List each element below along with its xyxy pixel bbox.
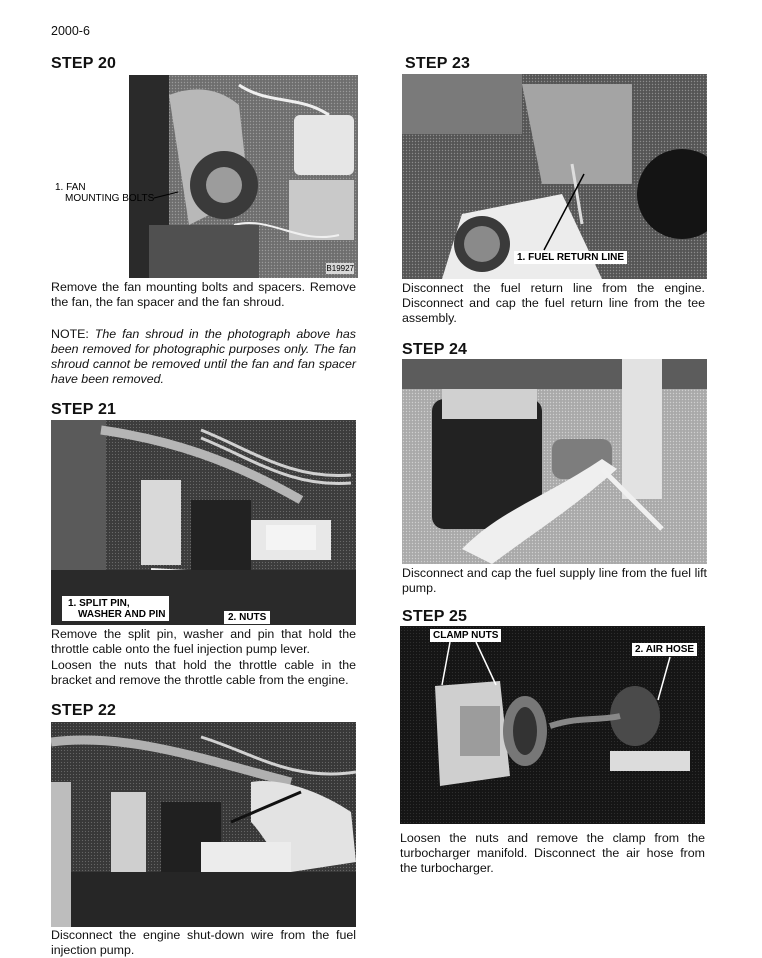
note-text: The fan shroud in the photograph above has been removed for photographic purposes only. The fan shroud cannot be removed until the fan and fan spacer have been removed. [51, 327, 356, 386]
callout-line: MOUNTING BOLTS [65, 193, 155, 204]
step-20-heading: STEP 20 [51, 55, 117, 72]
step-24-heading: STEP 24 [402, 341, 468, 358]
step-21-callout-2: 2. NUTS [224, 611, 270, 624]
step-20-text: Remove the fan mounting bolts and spacers. Remove the fan, the fan spacer and the fan shroud. [51, 280, 356, 309]
step-22-photo [51, 722, 356, 927]
note-label: NOTE: [51, 327, 89, 341]
step-24-text: Disconnect and cap the fuel supply line from the fuel lift pump. [402, 566, 707, 595]
callout-leader-line [650, 655, 680, 705]
callout-line: 1. FAN [55, 182, 86, 193]
callout-line: 1. SPLIT PIN, [68, 598, 130, 609]
figure-id: B19927 [326, 264, 354, 273]
step-21-text-2: Loosen the nuts that hold the throttle cable in the bracket and remove the throttle cable from the engine. [51, 658, 356, 687]
callout-leader-line [150, 188, 180, 202]
step-22-heading: STEP 22 [51, 702, 117, 719]
step-23-callout: 1. FUEL RETURN LINE [514, 251, 627, 264]
step-25-callout-1: CLAMP NUTS [430, 629, 501, 642]
step-24-photo [402, 359, 707, 564]
step-20-callout [55, 182, 154, 204]
step-21-heading: STEP 21 [51, 401, 117, 418]
page-number: 2000-6 [51, 24, 90, 38]
step-23-heading: STEP 23 [405, 55, 471, 72]
step-21-text-1: Remove the split pin, washer and pin that hold the throttle cable onto the fuel injection pump lever. [51, 627, 356, 656]
step-20-note [51, 327, 356, 387]
step-21-photo [51, 420, 356, 625]
step-23-text: Disconnect the fuel return line from the engine. Disconnect and cap the fuel return line from the tee assembly. [402, 281, 705, 325]
callout-leader-lines [430, 640, 510, 690]
step-22-text: Disconnect the engine shut-down wire from the fuel injection pump. [51, 928, 356, 957]
callout-line: WASHER AND PIN [78, 609, 166, 620]
step-25-callout-2: 2. AIR HOSE [632, 643, 697, 656]
step-25-text: Loosen the nuts and remove the clamp from the turbocharger manifold. Disconnect the air hose from the turbocharger. [400, 831, 705, 875]
callout-leader-line [540, 170, 590, 252]
step-25-heading: STEP 25 [402, 608, 468, 625]
step-21-callout-1 [62, 596, 169, 621]
step-20-photo [129, 75, 358, 278]
